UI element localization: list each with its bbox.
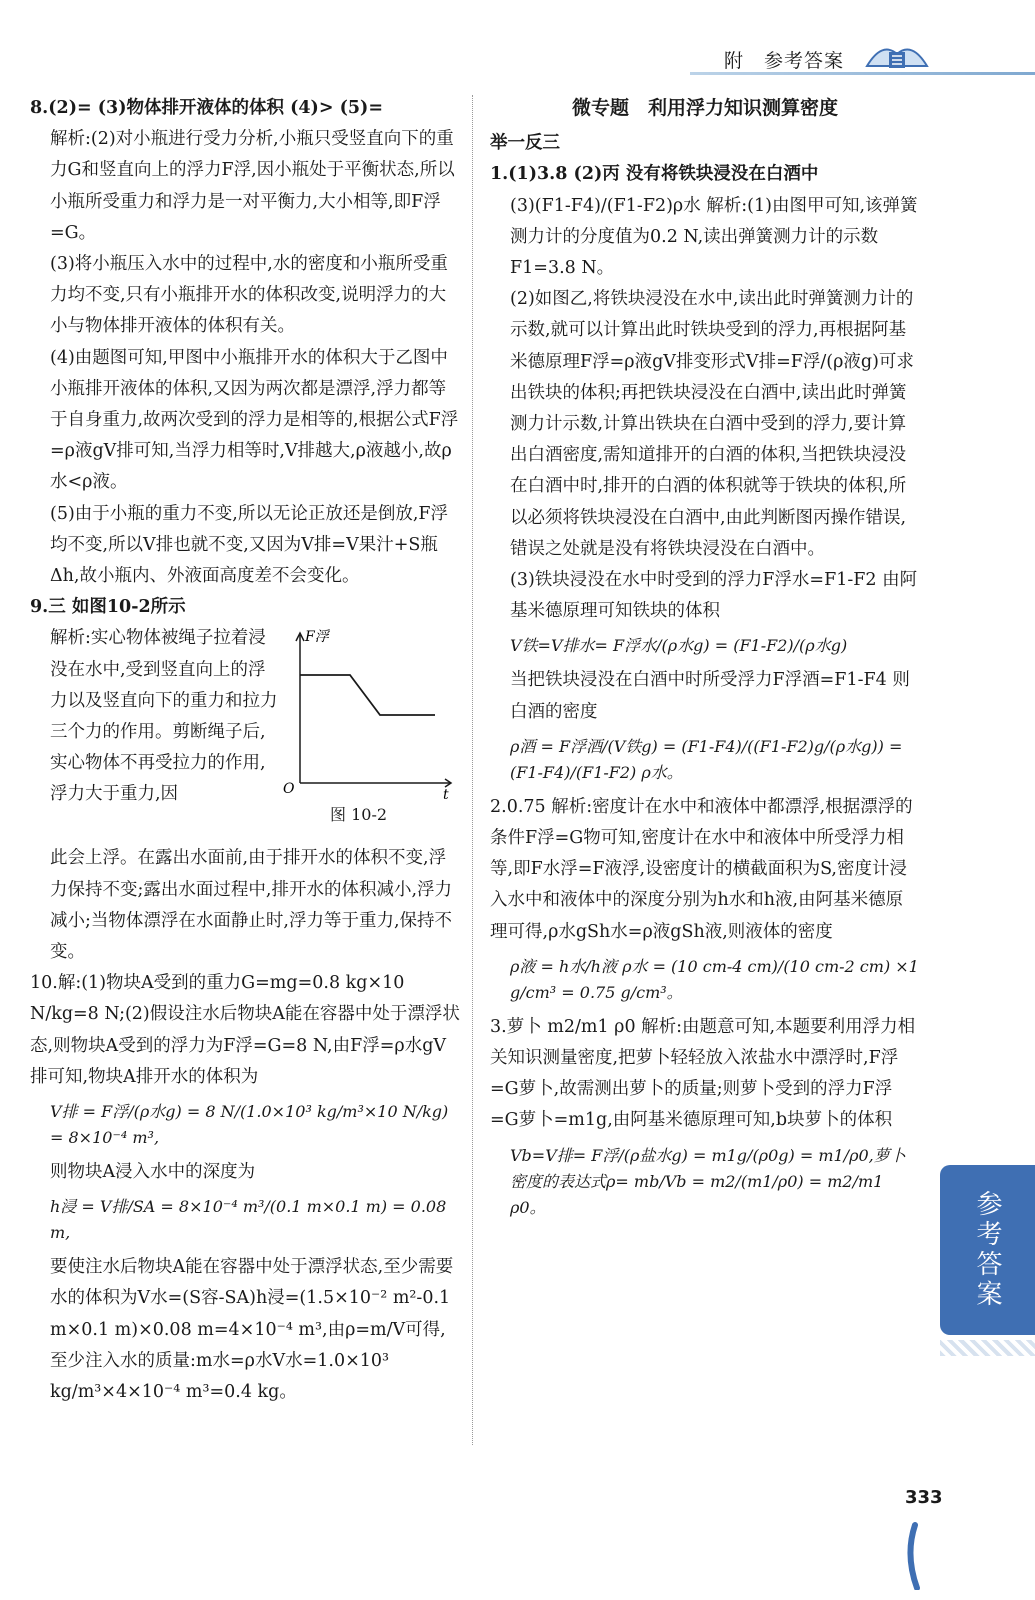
header-title: 附 参考答案 (724, 50, 845, 72)
q10-solution-3: 要使注水后物块A能在容器中处于漂浮状态,至少需要水的体积为V水=(S容-SA)h浸=(1.5×10⁻² m²-0.1 m×0.1 m)×0.08 m=4×10⁻⁴ m³,由ρ=m/V可得,至少注入水的质量:m水=ρ水V水=1.0×10³ kg/m³×4×10⁻⁴ m³=0.4 kg。 (50, 1257, 454, 1403)
column-divider (472, 95, 473, 1445)
q10-formula-2: h浸 = V排/SA = 8×10⁻⁴ m³/(0.1 m×0.1 m) = 0.08 m, (50, 1197, 447, 1243)
answers-side-tab: 参考答案 (940, 1165, 1035, 1335)
q1-analysis-2: (2)如图乙,将铁块浸没在水中,读出此时弹簧测力计的示数,就可以计算出此时铁块受到的浮力,再根据阿基米德原理F浮=ρ液gV排变形式V排=F浮/(ρ液g)可求出铁块的体积;再把铁块浸没在白酒中,读出此时弹簧测力计示数,计算出铁块在白酒中受到的浮力,要计算出白酒密度,需知道排开的白酒的体积,当把铁块浸没在白酒中时,排开的白酒的体积就等于铁块的体积,所以必须将铁块浸没在白酒中,由此判断图丙操作错误,错误之处就是没有将铁块浸没在白酒中。 (510, 289, 914, 559)
figure-caption: 图 10-2 (330, 805, 388, 825)
q9-analysis-2: 此会上浮。在露出水面前,由于排开水的体积不变,浮力保持不变;露出水面过程中,排开水的体积减小,浮力减小;当物体漂浮在水面静止时,浮力等于重力,保持不变。 (50, 848, 453, 963)
q2-formula: ρ液 = h水/h液 ρ水 = (10 cm-4 cm)/(10 cm-2 cm) ×1 g/cm³ = 0.75 g/cm³。 (510, 956, 919, 1002)
q10-formula-1: V排 = F浮/(ρ水g) = 8 N/(1.0×10³ kg/m³×10 N/kg) = 8×10⁻⁴ m³, (50, 1102, 449, 1148)
section-subtitle: 举一反三 (490, 133, 560, 154)
q8-analysis-3: (4)由题图可知,甲图中小瓶排开水的体积大于乙图中小瓶排开液体的体积,又因为两次都是漂浮,浮力都等于自身重力,故两次受到的浮力是相等的,根据公式F浮=ρ液gV排可知,当浮力相等时,V排越大,ρ液越小,故ρ水<ρ液。 (50, 347, 459, 493)
fig-origin-label: O (283, 781, 295, 798)
q8-heading: 8.(2)= (3)物体排开液体的体积 (4)> (5)= (30, 98, 383, 118)
page-header (0, 0, 1035, 80)
q1-analysis-4: 当把铁块浸没在白酒中时所受浮力F浮酒=F1-F4 则白酒的密度 (510, 670, 910, 722)
buoyancy-time-graph (275, 623, 455, 803)
q1-formula-2: ρ酒 = F浮酒/(V铁g) = (F1-F4)/((F1-F2)g/(ρ水g)) = (F1-F4)/(F1-F2) ρ水。 (510, 736, 903, 782)
q1-analysis-3: (3)铁块浸没在水中时受到的浮力F浮水=F1-F2 由阿基米德原理可知铁块的体积 (510, 570, 918, 622)
fig-y-axis-label: F浮 (305, 629, 329, 646)
page-curl-icon (895, 1520, 935, 1590)
q2-answer: 2.0.75 解析:密度计在水中和液体中都漂浮,根据漂浮的条件F浮=G物可知,密度计在水中和液体中所受浮力相等,即F水浮=F液浮,设密度计的横截面积为S,密度计浸入水中和液体中的深度分别为h水和h液,由阿基米德原理可得,ρ水gSh水=ρ液gSh液,则液体的密度 (490, 796, 913, 942)
q1-formula-1: V铁=V排水= F浮水/(ρ水g) = (F1-F2)/(ρ水g) (510, 636, 848, 656)
header-rule (690, 72, 1035, 75)
book-logo-icon (862, 36, 932, 76)
q3-formula: Vb=V排= F浮/(ρ盐水g) = m1g/(ρ0g) = m1/ρ0,萝卜密度的表达式ρ= mb/Vb = m2/(m1/ρ0) = m2/m1 ρ0。 (510, 1145, 906, 1217)
side-tab-stripes (940, 1340, 1035, 1356)
q8-analysis-2: (3)将小瓶压入水中的过程中,水的密度和小瓶所受重力均不变,只有小瓶排开水的体积改变,说明浮力的大小与物体排开液体的体积有关。 (50, 254, 448, 337)
q9-heading: 9.三 如图10-2所示 (30, 597, 186, 618)
q1-heading: 1.(1)3.8 (2)丙 没有将铁块浸没在白酒中 (490, 164, 819, 185)
q8-analysis-4: (5)由于小瓶的重力不变,所以无论正放还是倒放,F浮均不变,所以V排也就不变,又因为V排=V果汁+S瓶Δh,故小瓶内、外液面高度差不会变化。 (50, 503, 449, 587)
page-number: 333 (905, 1487, 943, 1508)
right-column (490, 93, 920, 1227)
q10-solution-1: 10.解:(1)物块A受到的重力G=mg=0.8 kg×10 N/kg=8 N;(2)假设注水后物块A能在容器中处于漂浮状态,则物块A受到的浮力为F浮=G=8 N,由F浮=ρ水gV排可知,物块A排开水的体积为 (30, 973, 460, 1087)
q3-answer: 3.萝卜 m2/m1 ρ0 解析:由题意可知,本题要利用浮力相关知识测量密度,把萝卜轻轻放入浓盐水中漂浮时,F浮=G萝卜,故需测出萝卜的质量;则萝卜受到的浮力F浮=G萝卜=m1g,由阿基米德原理可知,b块萝卜的体积 (490, 1016, 916, 1131)
q9-figure-block (30, 623, 460, 843)
section-title: 微专题 利用浮力知识测算密度 (571, 97, 838, 119)
fig-x-axis-label: t (443, 787, 449, 804)
left-column (30, 93, 460, 1408)
q10-solution-2: 则物块A浸入水中的深度为 (50, 1162, 256, 1183)
q1-analysis-1: (3)(F1-F4)/(F1-F2)ρ水 解析:(1)由图甲可知,该弹簧测力计的分度值为0.2 N,读出弹簧测力计的示数F1=3.8 N。 (510, 195, 918, 279)
q8-analysis-1: 解析:(2)对小瓶进行受力分析,小瓶只受竖直向下的重力G和竖直向上的浮力F浮,因小瓶处于平衡状态,所以小瓶所受重力和浮力是一对平衡力,大小相等,即F浮=G。 (50, 129, 455, 243)
q9-analysis-1: 解析:实心物体被绳子拉着浸没在水中,受到竖直向上的浮力以及竖直向下的重力和拉力三个力的作用。剪断绳子后,实心物体不再受拉力的作用,浮力大于重力,因 (50, 628, 278, 805)
